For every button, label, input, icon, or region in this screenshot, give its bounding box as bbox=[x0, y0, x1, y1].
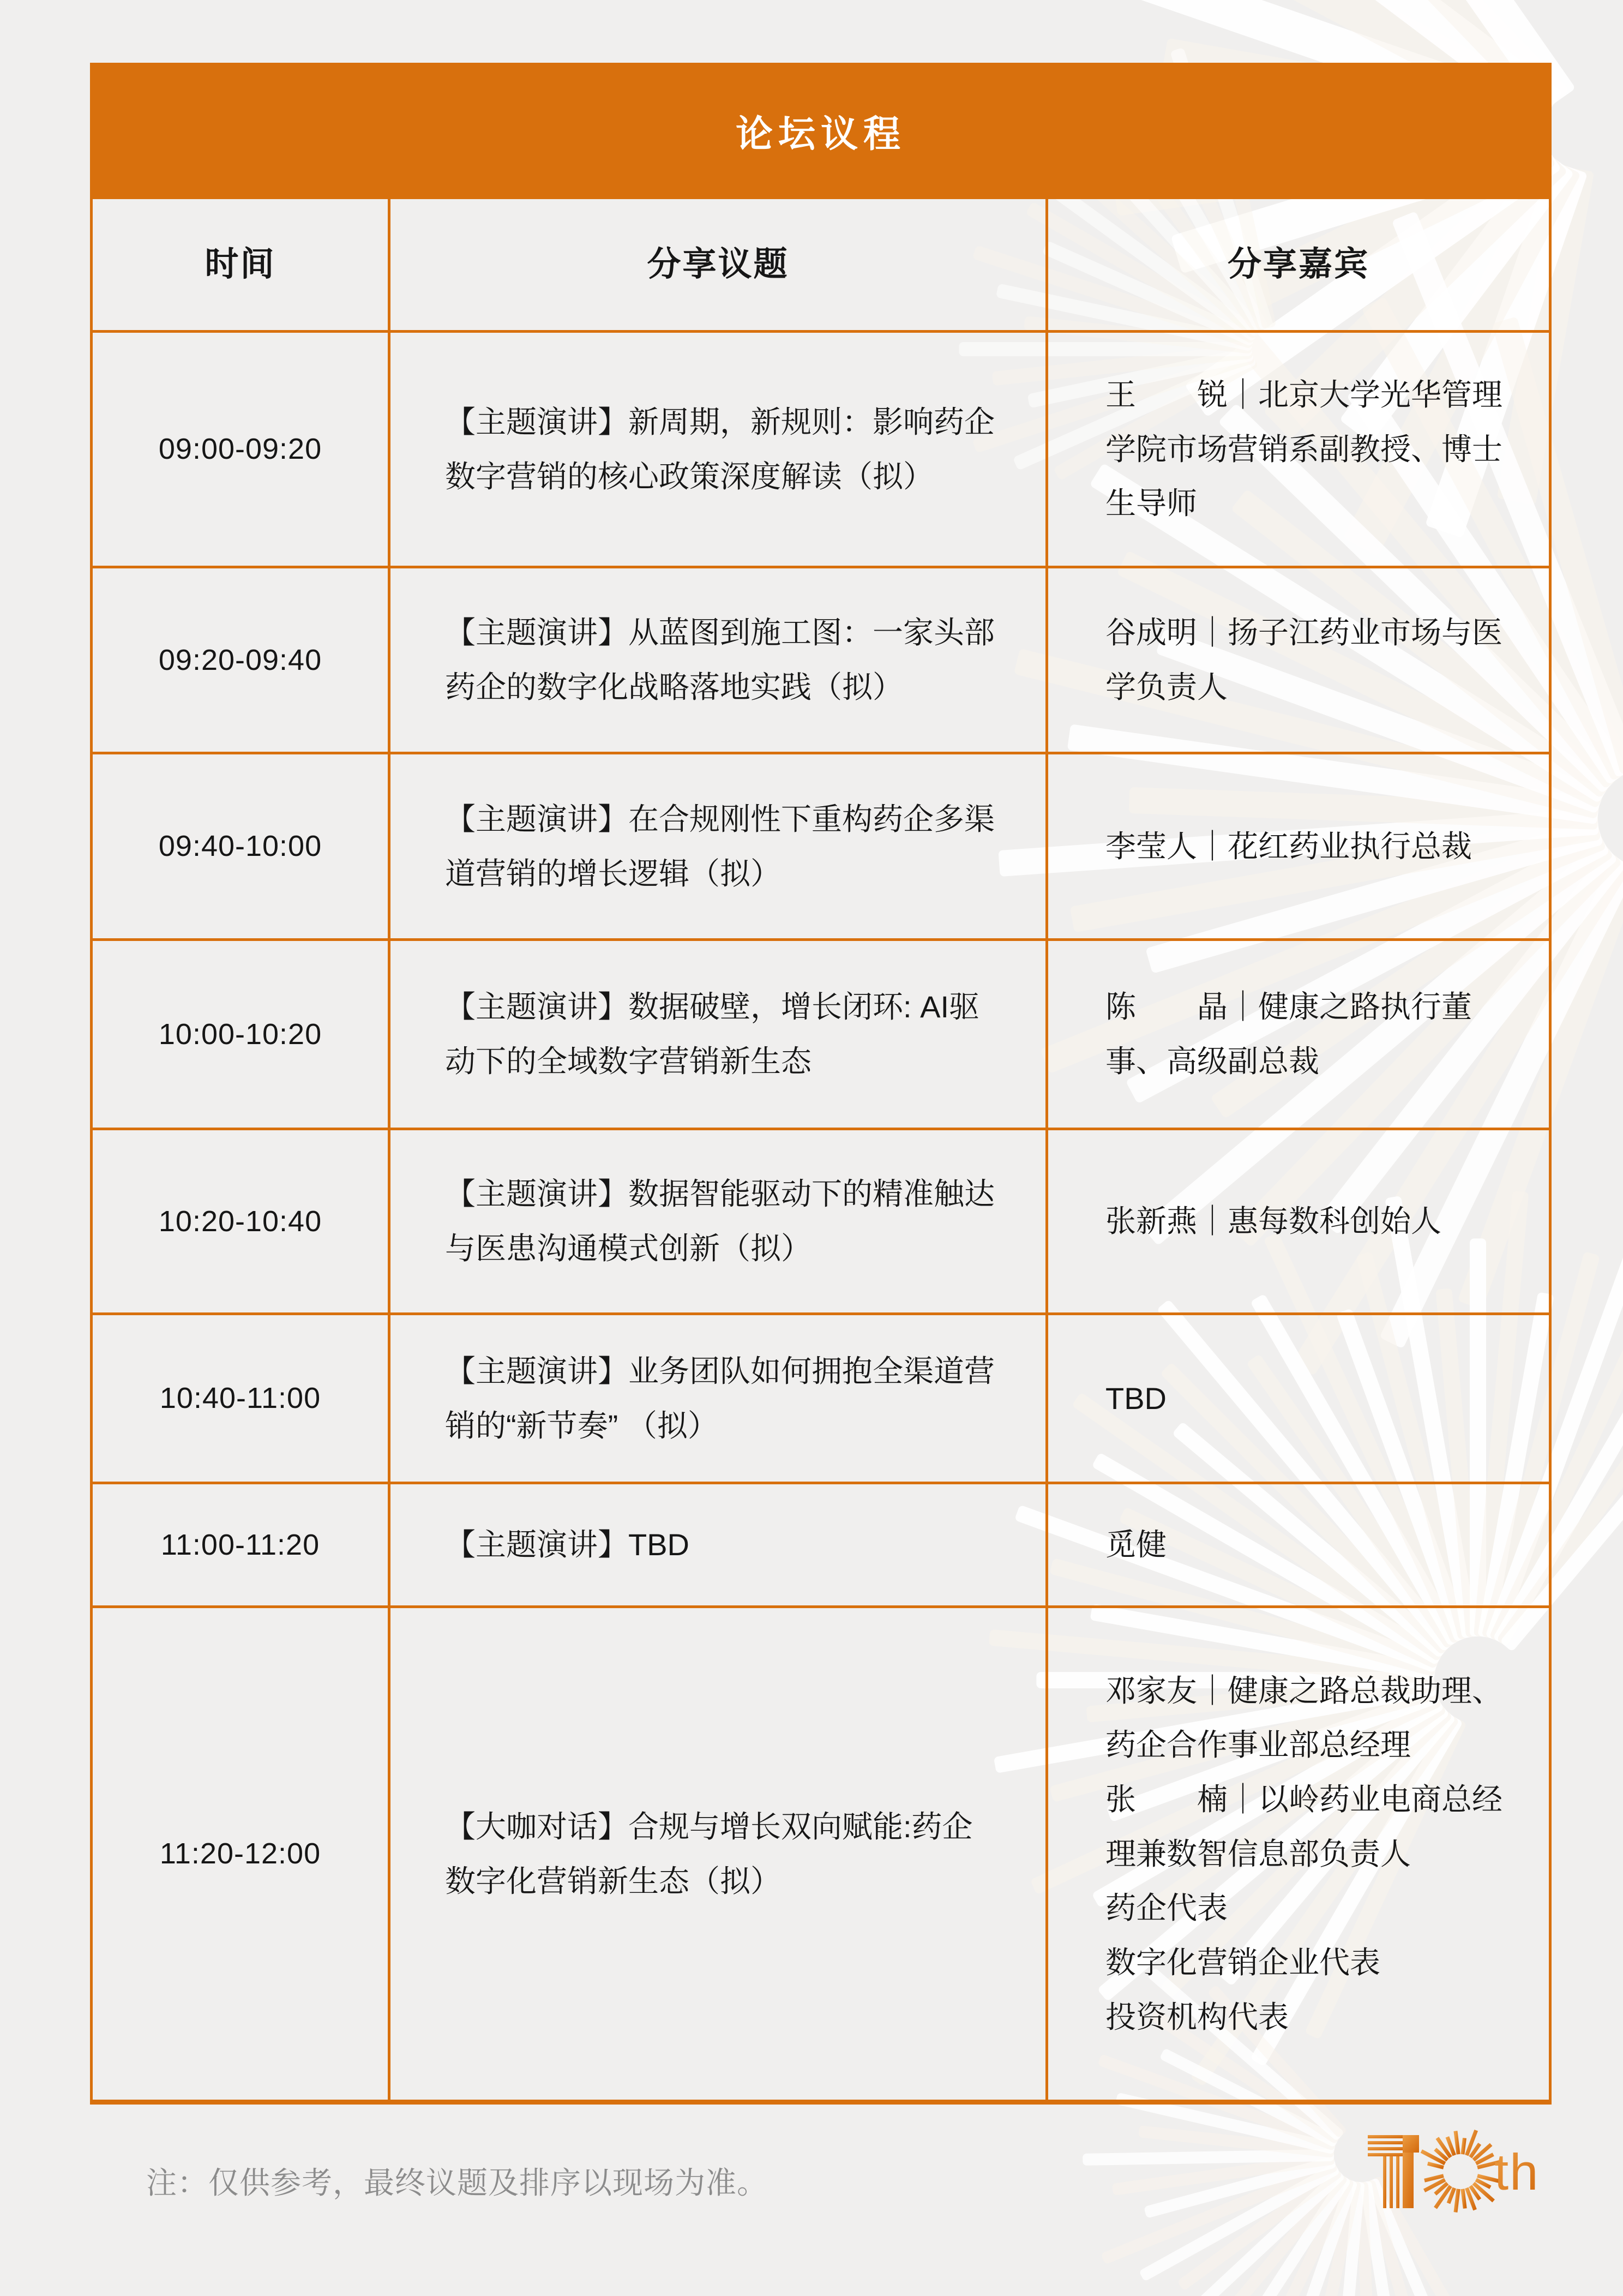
time-cell: 11:20-12:00 bbox=[159, 1837, 321, 1871]
logo-digit-one bbox=[1368, 2135, 1419, 2208]
table-header-row bbox=[93, 196, 1549, 330]
guest-text: TBD bbox=[1105, 1381, 1167, 1416]
topic-cell bbox=[388, 1484, 1045, 1605]
guest-text: 陈 晶｜健康之路执行董事、高级副总裁 bbox=[1105, 990, 1472, 1078]
topic-text: 【主题演讲】业务团队如何拥抱全渠道营销的“新节奏” （拟） bbox=[445, 1353, 995, 1443]
topic-cell bbox=[388, 1608, 1045, 2100]
guest-cell bbox=[1045, 333, 1549, 566]
guest-cell bbox=[1045, 941, 1549, 1128]
topic-cell bbox=[388, 1315, 1045, 1482]
time-cell: 09:20-09:40 bbox=[158, 643, 322, 676]
logo-th-text: th bbox=[1494, 2143, 1540, 2201]
time-cell: 09:40-10:00 bbox=[158, 830, 322, 863]
agenda-table bbox=[90, 63, 1552, 2105]
topic-text: 【主题演讲】在合规刚性下重构药企多渠道营销的增长逻辑（拟） bbox=[445, 801, 995, 891]
guest-text: 邓家友｜健康之路总裁助理、药企合作事业部总经理 bbox=[1105, 1673, 1502, 1763]
column-header-guest: 分享嘉宾 bbox=[1045, 199, 1549, 330]
guest-cell bbox=[1045, 1130, 1549, 1312]
topic-cell bbox=[388, 333, 1045, 566]
guest-text: 觅健 bbox=[1105, 1527, 1167, 1562]
guest-cell bbox=[1045, 1608, 1549, 2100]
table-row bbox=[93, 330, 1549, 566]
footer-disclaimer-note: 注：仅供参考，最终议题及排序以现场为准。 bbox=[146, 2166, 768, 2200]
time-cell: 10:20-10:40 bbox=[158, 1204, 322, 1238]
time-cell: 10:40-11:00 bbox=[159, 1382, 321, 1415]
topic-cell bbox=[388, 1130, 1045, 1312]
topic-text: 【主题演讲】新周期，新规则：影响药企数字营销的核心政策深度解读（拟） bbox=[445, 404, 995, 494]
table-row bbox=[93, 1482, 1549, 1605]
guest-text: 张 楠｜以岭药业电商总经理兼数智信息部负责人 bbox=[1105, 1782, 1502, 1871]
topic-text: 【大咖对话】合规与增长双向赋能:药企数字化营销新生态（拟） bbox=[445, 1809, 973, 1898]
guest-text: 王 锐｜北京大学光华管理学院市场营销系副教授、博士生导师 bbox=[1105, 377, 1502, 521]
guest-text: 投资机构代表 bbox=[1105, 1999, 1289, 2034]
guest-text: 谷成明｜扬子江药业市场与医学负责人 bbox=[1105, 615, 1502, 704]
guest-text: 李莹人｜花红药业执行总裁 bbox=[1105, 829, 1472, 864]
topic-cell bbox=[388, 568, 1045, 752]
time-cell: 10:00-10:20 bbox=[158, 1017, 322, 1051]
column-header-time: 时间 bbox=[205, 245, 276, 283]
guest-cell bbox=[1045, 1484, 1549, 1605]
guest-cell bbox=[1045, 754, 1549, 938]
table-row bbox=[93, 566, 1549, 752]
guest-text: 药企代表 bbox=[1105, 1891, 1228, 1926]
table-row bbox=[93, 1128, 1549, 1312]
table-title-bar bbox=[93, 65, 1549, 196]
topic-text: 【主题演讲】数据破壁，增长闭环: AI驱动下的全域数字营销新生态 bbox=[445, 990, 980, 1078]
logo-digit-zero-starburst bbox=[1420, 2130, 1500, 2212]
guest-text: 张新燕｜惠每数科创始人 bbox=[1105, 1204, 1441, 1239]
guest-text: 数字化营销企业代表 bbox=[1105, 1945, 1380, 1980]
tenth-anniversary-logo bbox=[1368, 2126, 1548, 2216]
topic-text: 【主题演讲】从蓝图到施工图：一家头部药企的数字化战略落地实践（拟） bbox=[445, 615, 995, 704]
table-row bbox=[93, 938, 1549, 1128]
guest-cell bbox=[1045, 1315, 1549, 1482]
table-row bbox=[93, 1312, 1549, 1482]
column-header-topic: 分享议题 bbox=[388, 199, 1045, 330]
table-row bbox=[93, 1605, 1549, 2100]
time-cell: 09:00-09:20 bbox=[158, 433, 322, 466]
topic-cell bbox=[388, 941, 1045, 1128]
topic-text: 【主题演讲】TBD bbox=[445, 1527, 689, 1562]
guest-cell bbox=[1045, 568, 1549, 752]
time-cell: 11:00-11:20 bbox=[160, 1528, 320, 1561]
table-title: 论坛议程 bbox=[735, 113, 906, 155]
table-row bbox=[93, 752, 1549, 938]
topic-text: 【主题演讲】数据智能驱动下的精准触达与医患沟通模式创新（拟） bbox=[445, 1177, 995, 1266]
topic-cell bbox=[388, 754, 1045, 938]
